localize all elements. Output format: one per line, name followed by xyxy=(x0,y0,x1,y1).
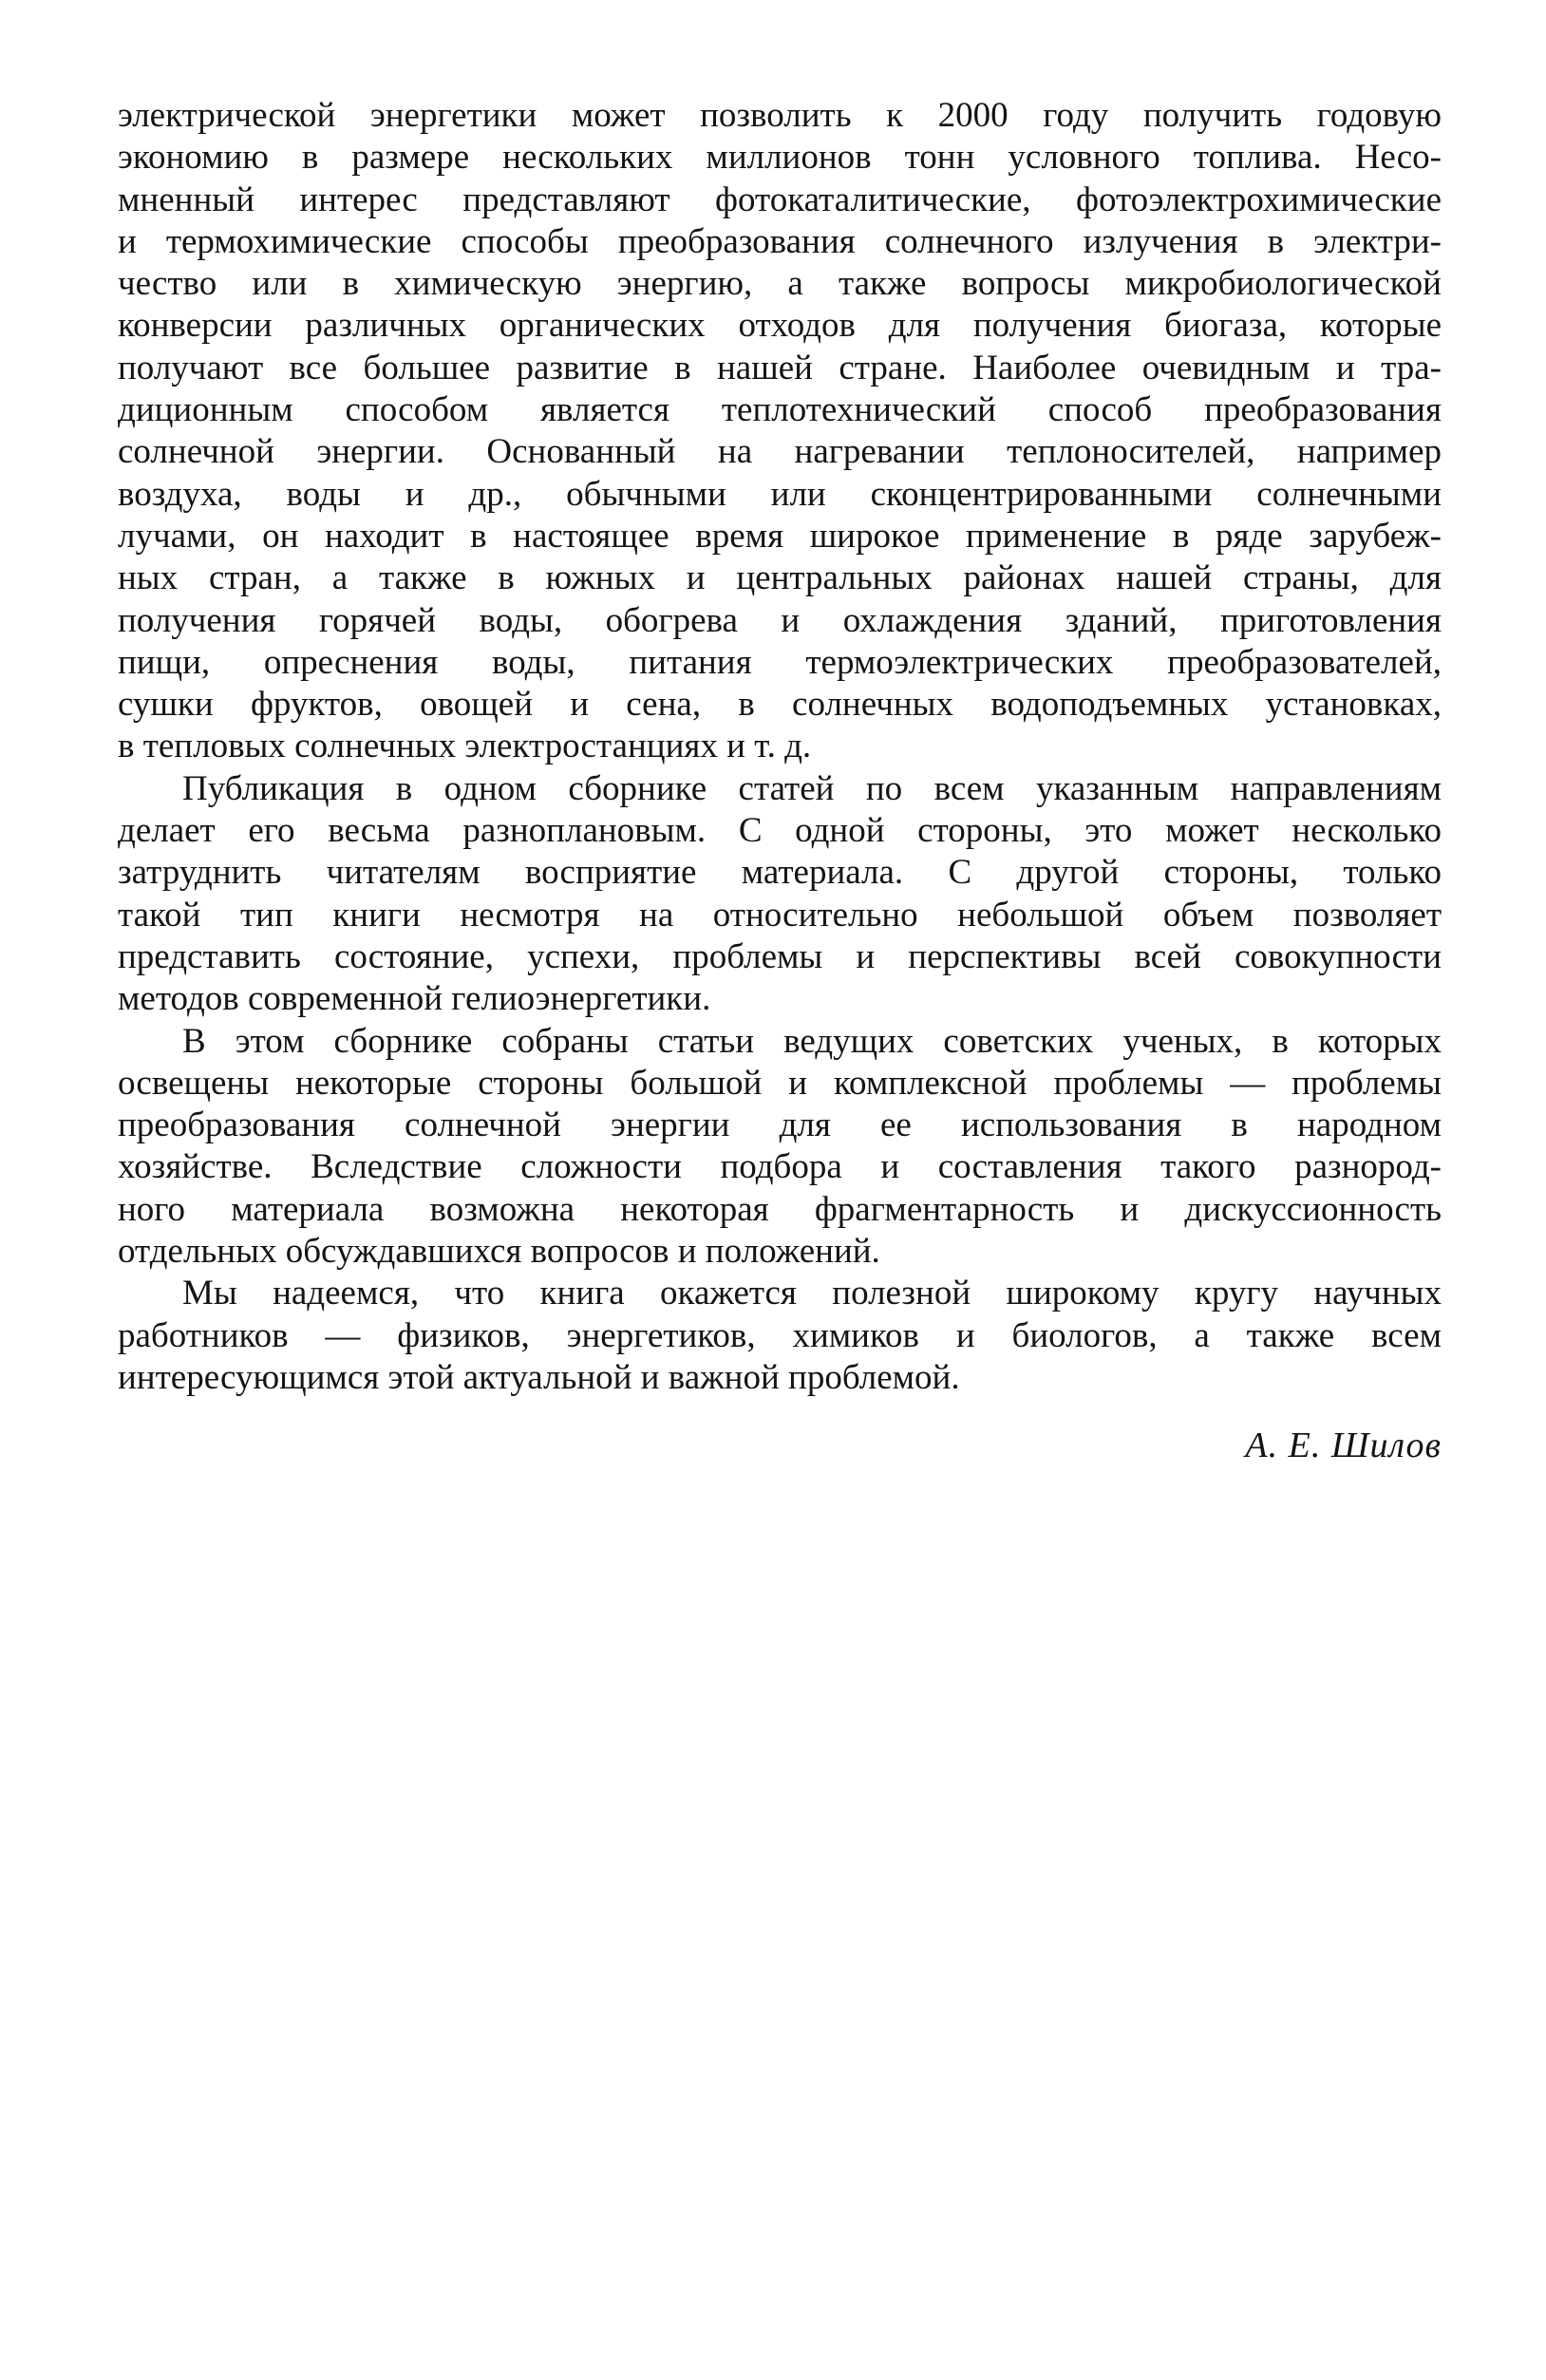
text-line: воздуха, воды и др., обычными или сконцентрированными солнечными xyxy=(118,474,1442,514)
author-signature: А. Е. Шилов xyxy=(1245,1426,1442,1465)
text-line: получения горячей воды, обогрева и охлаждения зданий, приготовления xyxy=(118,600,1442,640)
text-line: Публикация в одном сборнике статей по всем указанным направлениям xyxy=(182,768,1442,808)
text-line: отдельных обсуждавшихся вопросов и положений. xyxy=(118,1232,880,1272)
text-line: лучами, он находит в настоящее время широкое применение в ряде зарубеж- xyxy=(118,516,1442,556)
text-line: получают все большее развитие в нашей стране. Наиболее очевидным и тра- xyxy=(118,348,1442,387)
text-line: солнечной энергии. Основанный на нагревании теплоносителей, например xyxy=(118,432,1442,472)
text-line: ного материала возможна некоторая фрагментарность и дискуссионность xyxy=(118,1189,1442,1229)
text-line: электрической энергетики может позволить к 2000 году получить годовую xyxy=(118,96,1442,135)
text-line: пищи, опреснения воды, питания термоэлектрических преобразователей, xyxy=(118,642,1442,682)
paragraph-4 xyxy=(118,1273,1442,1399)
text-line: и термохимические способы преобразования солнечного излучения в электри- xyxy=(118,221,1442,261)
text-line: такой тип книги несмотря на относительно небольшой объем позволяет xyxy=(118,895,1442,935)
text-line: интересующимся этой актуальной и важной проблемой. xyxy=(118,1357,960,1397)
text-line: В этом сборнике собраны статьи ведущих советских ученых, в которых xyxy=(182,1021,1442,1061)
text-line: преобразования солнечной энергии для ее использования в народном xyxy=(118,1105,1442,1145)
document-body xyxy=(118,95,1442,1399)
paragraph-3 xyxy=(118,1021,1442,1274)
text-line: диционным способом является теплотехнический способ преобразования xyxy=(118,390,1442,430)
text-line: методов современной гелиоэнергетики. xyxy=(118,979,711,1019)
text-line: представить состояние, успехи, проблемы и перспективы всей совокупности xyxy=(118,936,1442,976)
text-line: чество или в химическую энергию, а также вопросы микробиологической xyxy=(118,264,1442,304)
text-line: ных стран, а также в южных и центральных районах нашей страны, для xyxy=(118,558,1442,598)
text-line: работников — физиков, энергетиков, химиков и биологов, а также всем xyxy=(118,1315,1442,1355)
text-line: экономию в размере нескольких миллионов тонн условного топлива. Несо- xyxy=(118,138,1442,178)
text-line: Мы надеемся, что книга окажется полезной широкому кругу научных xyxy=(182,1274,1442,1313)
text-line: делает его весьма разноплановым. С одной стороны, это может несколько xyxy=(118,811,1442,851)
text-line: сушки фруктов, овощей и сена, в солнечных водоподъемных установках, xyxy=(118,685,1442,725)
text-line: конверсии различных органических отходов для получения биогаза, которые xyxy=(118,306,1442,346)
text-line: мненный интерес представляют фотокаталитические, фотоэлектрохимические xyxy=(118,179,1442,219)
text-line: затруднить читателям восприятие материала. С другой стороны, только xyxy=(118,853,1442,893)
text-line: хозяйстве. Вследствие сложности подбора и составления такого разнород- xyxy=(118,1147,1442,1187)
paragraph-1 xyxy=(118,95,1442,768)
text-line: в тепловых солнечных электростанциях и т. д. xyxy=(118,727,812,766)
text-line: освещены некоторые стороны большой и комплексной проблемы — проблемы xyxy=(118,1063,1442,1103)
paragraph-2 xyxy=(118,768,1442,1021)
